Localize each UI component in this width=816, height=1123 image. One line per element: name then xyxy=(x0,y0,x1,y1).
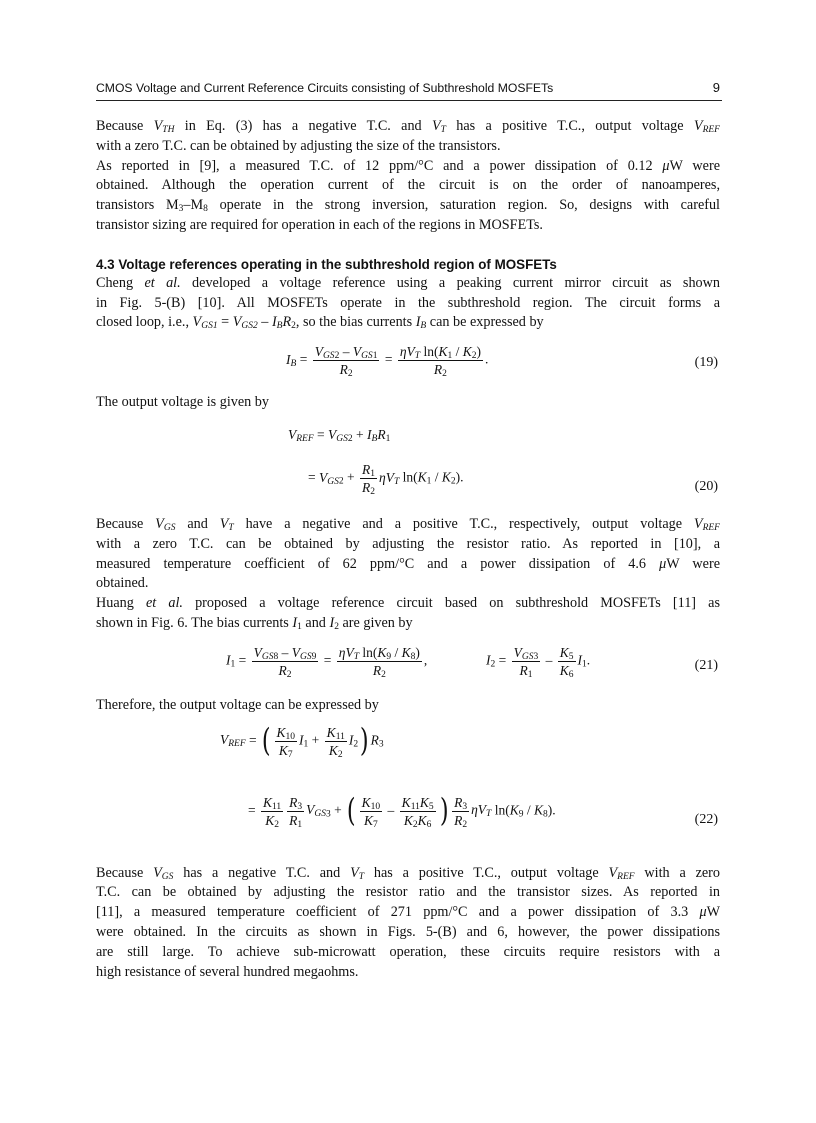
equation-22: $V_{REF}$ = ( $\frac{K_{10}}{K_7}$ $I_1$ + $\frac{K_{11}}{K_2}$ $I_2$) $R_3$ = $\frac{K_{11}}{K_2}$ $\frac{R_3}{R_1}$ $V_{GS3}$ + ( $\frac{K_{10}}{K_7}$ – $\frac{K_{11}K_5}{K_2K_6}$ ) $\frac{R_3}{R_2}$ $\eta V_T$ $\ln(K_9 / K_8)$. (22) xyxy=(220,721,718,830)
equation-21: $I_1$ = $\frac{V_{GS8} - V_{GS9}}{R_2}$ = $\frac{\eta V_T \ln(K_9 / K_8)}{R_2}$ , $I_2$ = $\frac{V_{GS3}}{R_1}$ – $\frac{K_5}{K_6}$ $I_1$. (21) xyxy=(226,644,718,680)
equation-20: $V_{REF} = V_{GS2} + I_BR_1$ = $V_{GS2}$ + $\frac{R_1}{R_2}$ $\eta V_T$ $\ln(K_1 / K_2)$. (20) xyxy=(288,426,718,497)
equation-number: (19) xyxy=(694,355,718,371)
paragraph-huang-result: Because $V_{GS}$ has a negative T.C. and $V_T$ has a positive T.C., output voltage $V_{REF}$ with a zero T.C. can be obtained by adjusting the resistor ratio and the transistor sizes. As reported in [11], a measured temperature coefficient of 271 ppm/°C and a power dissipation of 3.3 μW were obtained. In the circuits as shown in Figs. 5-(B) and 6, however, the power dissipations are still large. To achieve sub-microwatt operation, these circuits require resistors with a high resistance of several hundred megaohms. xyxy=(96,864,720,980)
page-body xyxy=(96,117,720,982)
equation-number: (22) xyxy=(694,811,718,827)
paragraph-intro: Because $V_{TH}$ in Eq. (3) has a negative T.C. and $V_T$ has a positive T.C., output voltage $V_{REF}$ with a zero T.C. can be obtained by adjusting the size of the transistors. As reported in [9], a measured T.C. of 12 ppm/°C and a power dissipation of 0.12 μW were obtained. Although the operation current of the circuit is on the order of nanoamperes, transistors $M_3-M_8$ operate in the strong inversion, saturation region. So, designs with careful transistor sizing are required for operation in each of the regions in MOSFETs. xyxy=(96,118,720,233)
running-header xyxy=(96,80,722,101)
paragraph-cheng-result: Because $V_{GS}$ and $V_T$ have a negative and a positive T.C., respectively, output voltage $V_{REF}$ with a zero T.C. can be obtained by adjusting the resistor ratio. As reported in [10], a measured temperature coefficient of 62 ppm/°C and a power dissipation of 4.6 μW were obtained. Huang et al. proposed a voltage reference circuit based on subthreshold MOSFETs [11] as shown in Fig. 6. The bias currents $I_1$ and $I_2$ are given by xyxy=(96,515,721,632)
equation-19: $I_B$ = $\frac{V_{GS2} - V_{GS1}}{R_2}$ = $\frac{\eta V_T \ln(K_1 / K_2)}{R_2}$ . (19) xyxy=(286,344,718,380)
section-heading: 4.3 Voltage references operating in the subthreshold region of MOSFETs xyxy=(96,256,557,272)
paragraph-therefore: Therefore, the output voltage can be expressed by xyxy=(96,696,379,713)
paragraph-cheng: Cheng et al. developed a voltage reference using a peaking current mirror circuit as shown in Fig. 5-(B) [10]. All MOSFETs operate in the subthreshold region. The circuit forms a closed loop, i.e., $V_{GS1} = V_{GS2} - I_BR_2$, so the bias currents $I_B$ can be expressed by xyxy=(96,274,720,332)
running-title: CMOS Voltage and Current Reference Circuits consisting of Subthreshold MOSFETs xyxy=(96,81,554,95)
equation-number: (20) xyxy=(694,478,718,494)
paragraph-output-voltage: The output voltage is given by xyxy=(96,394,269,411)
page-number: 9 xyxy=(712,80,720,95)
equation-number: (21) xyxy=(694,657,718,673)
